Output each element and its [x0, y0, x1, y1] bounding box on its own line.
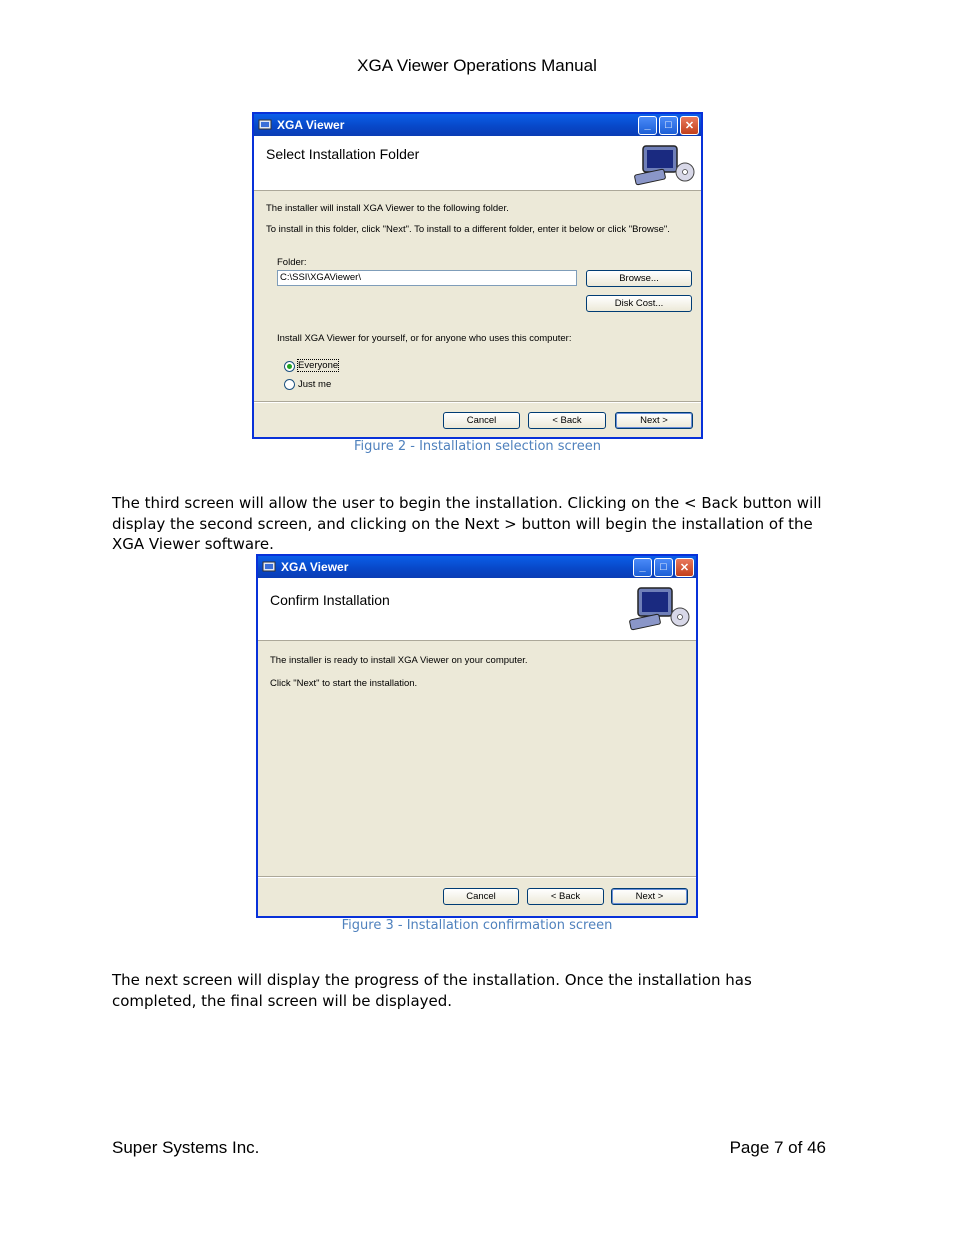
figure3-click-next-line: Click "Next" to start the installation. — [270, 678, 418, 689]
radio-just-me[interactable] — [284, 379, 295, 390]
figure3-next-button[interactable]: Next > — [611, 888, 688, 905]
figure3-footer-separator — [258, 876, 696, 878]
figure2-banner-title: Select Installation Folder — [266, 146, 420, 162]
figure3-window-title: XGA Viewer — [281, 560, 349, 574]
figure2-banner — [254, 136, 701, 191]
minimize-icon[interactable]: _ — [638, 116, 657, 135]
close-icon[interactable]: ✕ — [675, 558, 694, 577]
close-icon[interactable]: ✕ — [680, 116, 699, 135]
figure3-caption: Figure 3 - Installation confirmation screen — [341, 918, 613, 933]
radio-everyone[interactable] — [284, 361, 295, 372]
paragraph1-part2: button will display the second screen, and clicking on the — [112, 494, 822, 533]
maximize-icon[interactable]: □ — [654, 558, 673, 577]
figure2-intro-line2: To install in this folder, click "Next". To install to a different folder, enter it below or click "Browse". — [266, 224, 670, 235]
browse-button[interactable]: Browse... — [586, 270, 692, 287]
figure2-next-button[interactable]: Next > — [615, 412, 693, 429]
footer-company: Super Systems Inc. — [112, 1138, 260, 1157]
figure3-installer-window — [256, 554, 698, 918]
figure3-banner — [258, 578, 696, 641]
figure2-back-button[interactable]: < Back — [528, 412, 606, 429]
paragraph1-part3: button will begin the installation of the XGA Viewer software. — [112, 514, 813, 553]
footer-page-number: Page 7 of 46 — [729, 1138, 826, 1157]
paragraph-progress: The next screen will display the progress of the installation. Once the installation has completed, the final screen will be displayed. — [112, 971, 752, 1010]
minimize-icon[interactable]: _ — [633, 558, 652, 577]
computer-install-icon — [631, 138, 697, 188]
figure2-footer-separator — [254, 401, 701, 403]
installer-app-icon — [262, 560, 276, 574]
computer-install-icon — [626, 580, 692, 634]
folder-path-input[interactable]: C:\SSI\XGAViewer\ — [277, 270, 577, 286]
disk-cost-button[interactable]: Disk Cost... — [586, 295, 692, 312]
figure3-banner-title: Confirm Installation — [270, 592, 390, 608]
radio-just-me-label[interactable]: Just me — [298, 379, 332, 390]
paragraph1-next-reference: Next > — [464, 514, 517, 533]
paragraph-third-screen — [112, 493, 842, 555]
radio-everyone-label[interactable]: Everyone — [298, 360, 339, 371]
figure2-caption: Figure 2 - Installation selection screen — [354, 439, 601, 454]
figure2-window-title: XGA Viewer — [277, 118, 345, 132]
figure3-cancel-button[interactable]: Cancel — [443, 888, 519, 905]
figure3-ready-line: The installer is ready to install XGA Viewer on your computer. — [270, 655, 528, 666]
document-header-title: XGA Viewer Operations Manual — [357, 56, 597, 75]
installer-app-icon — [258, 118, 272, 132]
figure2-titlebar — [254, 114, 701, 136]
figure2-installer-window — [252, 112, 703, 439]
install-for-label: Install XGA Viewer for yourself, or for anyone who uses this computer: — [277, 333, 572, 344]
maximize-icon[interactable]: □ — [659, 116, 678, 135]
figure2-intro-line1: The installer will install XGA Viewer to the following folder. — [266, 203, 509, 214]
figure2-cancel-button[interactable]: Cancel — [443, 412, 520, 429]
figure3-back-button[interactable]: < Back — [527, 888, 604, 905]
figure3-titlebar — [258, 556, 696, 578]
folder-label: Folder: — [277, 257, 307, 268]
paragraph1-back-reference: < Back — [684, 494, 738, 512]
paragraph1-part1: The third screen will allow the user to begin the installation. Clicking on the — [112, 494, 685, 512]
